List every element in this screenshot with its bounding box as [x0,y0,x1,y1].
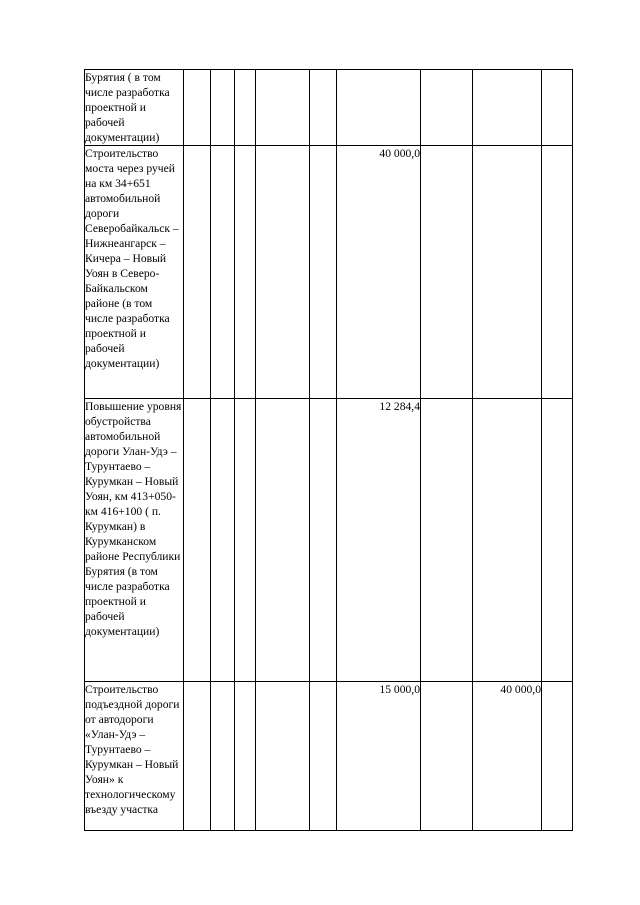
object-name-cell: Строительство подъездной дороги от автодороги «Улан-Удэ – Турунтаево – Курумкан – Новый Уоян» к технологическому въезду участка [85,682,184,831]
value-cell [542,70,573,146]
value-cell [256,70,310,146]
value-cell [421,399,473,682]
value-cell [310,146,337,399]
value-cell [256,682,310,831]
value-cell [542,682,573,831]
table-row [85,70,573,146]
value-cell [473,399,542,682]
amount-cell: 15 000,0 [337,682,421,831]
value-cell [310,682,337,831]
value-cell [310,70,337,146]
value-cell [235,70,256,146]
value-cell [542,399,573,682]
table-row [85,146,573,399]
value-cell [542,146,573,399]
value-cell [421,70,473,146]
value-cell [184,682,211,831]
value-cell [256,399,310,682]
value-cell [235,682,256,831]
table-row [85,399,573,682]
table-row [85,682,573,831]
value-cell [235,399,256,682]
value-cell [256,146,310,399]
value-cell [184,70,211,146]
amount-cell: 12 284,4 [337,399,421,682]
value-cell [211,146,235,399]
value-cell [337,70,421,146]
value-cell [473,70,542,146]
object-name-cell: Повышение уровня обустройства автомобильной дороги Улан-Удэ – Турунтаево – Курумкан – Новый Уоян, км 413+050- км 416+100 ( п. Курумкан) в Курумканском районе Республики Бурятия (в том числе разработка проектной и рабочей документации) [85,399,184,682]
value-cell [211,682,235,831]
value-cell [211,70,235,146]
object-name-cell: Бурятия ( в том числе разработка проектной и рабочей документации) [85,70,184,146]
value-cell [235,146,256,399]
value-cell [421,146,473,399]
object-name-cell: Строительство моста через ручей на км 34+651 автомобильной дороги Северобайкальск – Нижнеангарск – Кичера – Новый Уоян в Северо-Байкальском районе (в том числе разработка проектной и рабочей документации) [85,146,184,399]
amount-cell: 40 000,0 [473,682,542,831]
value-cell [421,682,473,831]
value-cell [184,146,211,399]
value-cell [184,399,211,682]
amount-cell: 40 000,0 [337,146,421,399]
value-cell [310,399,337,682]
budget-table [84,69,573,831]
value-cell [473,146,542,399]
value-cell [211,399,235,682]
